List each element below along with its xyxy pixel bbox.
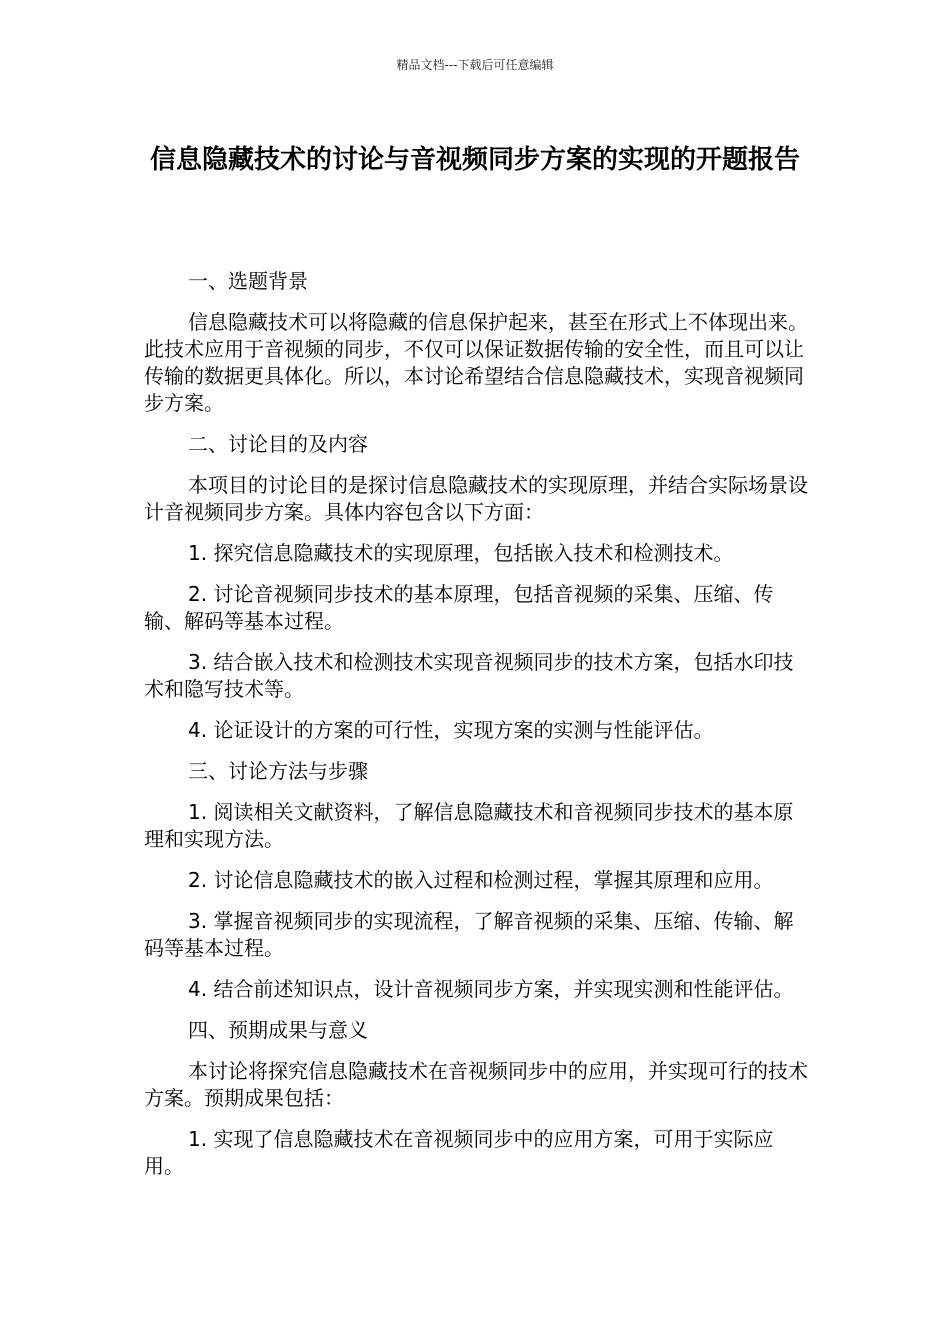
list-item-methods-1: 1. 阅读相关文献资料，了解信息隐藏技术和音视频同步技术的基本原理和实现方法。 — [144, 800, 794, 851]
document-body — [144, 268, 812, 1194]
list-item-purpose-2: 2. 讨论音视频同步技术的基本原理，包括音视频的采集、压缩、传输、解码等基本过程。 — [144, 582, 774, 633]
paragraph-outcomes: 本讨论将探究信息隐藏技术在音视频同步中的应用，并实现可行的技术方案。预期成果包括： — [144, 1059, 808, 1110]
section-heading-background: 一、选题背景 — [188, 269, 308, 293]
section-heading-methods: 三、讨论方法与步骤 — [188, 759, 368, 783]
list-item-methods-4: 4. 结合前述知识点，设计音视频同步方案，并实现实测和性能评估。 — [188, 977, 794, 1001]
paragraph-purpose: 本项目的讨论目的是探讨信息隐藏技术的实现原理，并结合实际场景设计音视频同步方案。具体内容包含以下方面： — [144, 473, 808, 524]
paragraph-background: 信息隐藏技术可以将隐藏的信息保护起来，甚至在形式上不体现出来。此技术应用于音视频的同步，不仅可以保证数据传输的安全性，而且可以让传输的数据更具体化。所以，本讨论希望结合信息隐藏技术，实现音视频同步方案。 — [144, 310, 808, 415]
list-item-methods-3: 3. 掌握音视频同步的实现流程，了解音视频的采集、压缩、传输、解码等基本过程。 — [144, 909, 794, 960]
list-item-purpose-1: 1. 探究信息隐藏技术的实现原理，包括嵌入技术和检测技术。 — [188, 541, 734, 565]
page-header: 精品文档---下载后可任意编辑 — [396, 58, 554, 72]
list-item-methods-2: 2. 讨论信息隐藏技术的嵌入过程和检测过程，掌握其原理和应用。 — [188, 868, 774, 892]
document-title: 信息隐藏技术的讨论与音视频同步方案的实现的开题报告 — [149, 145, 800, 175]
list-item-purpose-4: 4. 论证设计的方案的可行性，实现方案的实测与性能评估。 — [188, 718, 714, 742]
section-heading-purpose: 二、讨论目的及内容 — [188, 432, 368, 456]
list-item-outcomes-1: 1. 实现了信息隐藏技术在音视频同步中的应用方案，可用于实际应用。 — [144, 1127, 774, 1178]
list-item-purpose-3: 3. 结合嵌入技术和检测技术实现音视频同步的技术方案，包括水印技术和隐写技术等。 — [144, 650, 794, 701]
section-heading-outcomes: 四、预期成果与意义 — [188, 1018, 368, 1042]
